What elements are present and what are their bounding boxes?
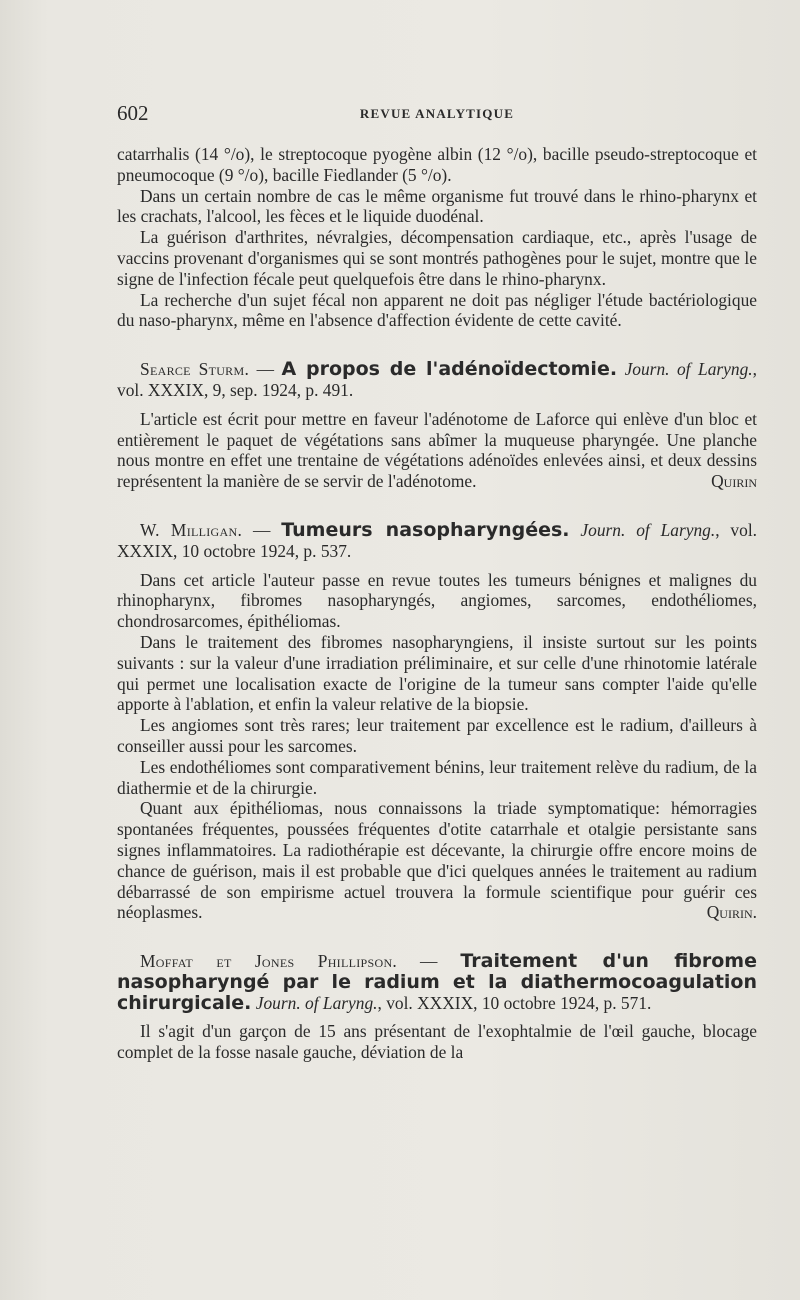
article-title: A propos de l'adénoïdectomie. <box>281 358 618 381</box>
intro-paragraph: catarrhalis (14 °/o), le streptocoque pyogène albin (12 °/o), bacille pseudo-streptocoque et pneumocoque (9 °/o), bacille Fiedlander (5 °/o). <box>117 144 757 185</box>
intro-paragraph: La guérison d'arthrites, névralgies, décompensation cardiaque, etc., après l'usage de vaccins provenant d'organismes qui se sont montrés pathogènes pour le sujet, montre que le signe de l'infection fécale peut quelquefois être dans le rhino-pharynx. <box>117 227 757 289</box>
article-title: Traitement d'un fibrome nasopharyngé par le radium et la diathermocoagulation chirurgicale. <box>117 950 757 1014</box>
page-header <box>117 101 757 131</box>
article-reference: W. Milligan. — Tumeurs nasopharyngées. Journ. of Laryng., vol. XXXIX, 10 octobre 1924, p. 537. <box>117 518 757 561</box>
article-reference: Searce Sturm. — A propos de l'adénoïdectomie. Journ. of Laryng., vol. XXXIX, 9, sep. 1924, p. 491. <box>117 358 757 400</box>
intro-paragraph: Dans un certain nombre de cas le même organisme fut trouvé dans le rhino-pharynx et les crachats, l'alcool, les fèces et le liquide duodénal. <box>117 185 757 227</box>
article-entry <box>117 359 757 492</box>
article-paragraph: Dans cet article l'auteur passe en revue toutes les tumeurs bénignes et malignes du rhinopharynx, fibromes nasopharyngés, angiomes, sarcomes, endothéliomes, chondrosarcomes, épithéliomas. <box>117 569 757 632</box>
journal-name: Journ. of Laryng. <box>255 992 378 1013</box>
journal-name: Journ. of Laryng. <box>580 519 716 540</box>
journal-ref: , vol. XXXIX, 10 octobre 1924, p. 537. <box>117 519 757 561</box>
article-paragraph: Quant aux épithéliomas, nous connaissons la triade symptomatique: hémorragies spontanées fréquentes, poussées fréquentes d'otite catarrhale et otalgie persistante sans signes inflammatoires. La radiothérapie est décevante, la chirurgie offre encore moins de chance de guérison, mais il est probable que d'ici quelques années le traitement au radium débarrassé de son empirisme actuel trouvera la formule scientifique pour guérir ces néoplasmes. Quirin. <box>117 798 757 923</box>
reviewer-signature: Quirin. <box>706 902 757 923</box>
article-paragraph: L'article est écrit pour mettre en faveur l'adénotome de Laforce qui enlève d'un bloc et entièrement le paquet de végétations sans abîmer la muqueuse pharyngée. Une planche nous montre en effet une trentaine de végétations adénoïdes enlevées ainsi, et deux dessins représentent la manière de se servir de l'adénotome. Quirin <box>117 408 757 492</box>
article-reference: Moffat et Jones Phillipson. — Traitement d'un fibrome nasopharyngé par le radium et la diathermocoagulation chirurgicale. Journ. of Laryng., vol. XXXIX, 10 octobre 1924, p. 571. <box>117 950 757 1014</box>
journal-name: Journ. of Laryng. <box>624 359 753 380</box>
article-title: Tumeurs nasopharyngées. <box>281 518 570 541</box>
journal-ref: , vol. XXXIX, 10 octobre 1924, p. 571. <box>377 992 652 1013</box>
page-body <box>117 144 757 1063</box>
reviewer-signature: Quirin <box>711 471 757 492</box>
article-authors: W. Milligan. <box>140 519 243 540</box>
intro-paragraph: La recherche d'un sujet fécal non apparent ne doit pas négliger l'étude bactériologique du naso-pharynx, même en l'absence d'affection évidente de cette cavité. <box>117 289 757 331</box>
article-paragraph: Il s'agit d'un garçon de 15 ans présentant de l'exophtalmie de l'œil gauche, blocage complet de la fosse nasale gauche, déviation de la <box>117 1021 757 1063</box>
article-entry <box>117 520 757 923</box>
article-authors: Moffat et Jones Phillipson. <box>140 951 398 972</box>
article-authors: Searce Sturm. <box>140 359 250 380</box>
running-title: REVUE ANALYTIQUE <box>359 106 515 121</box>
page-number: 602 <box>117 101 149 125</box>
article-paragraph: Dans le traitement des fibromes nasopharyngiens, il insiste surtout sur les points suivants : sur la valeur d'une irradiation préliminaire, et sur celle d'une rhinotomie latérale qui permet une localisation exacte de l'origine de la tumeur sans compter l'aide qu'elle apporte à l'ablation, et enfin la valeur relative de la biopsie. <box>117 631 757 715</box>
article-entry <box>117 951 757 1063</box>
article-paragraph: Les endothéliomes sont comparativement bénins, leur traitement relève du radium, de la diathermie et de la chirurgie. <box>117 756 757 798</box>
article-paragraph: Les angiomes sont très rares; leur traitement par excellence est le radium, d'ailleurs à conseiller aussi pour les sarcomes. <box>117 715 757 756</box>
journal-ref: , vol. XXXIX, 9, sep. 1924, p. 491. <box>117 359 757 400</box>
